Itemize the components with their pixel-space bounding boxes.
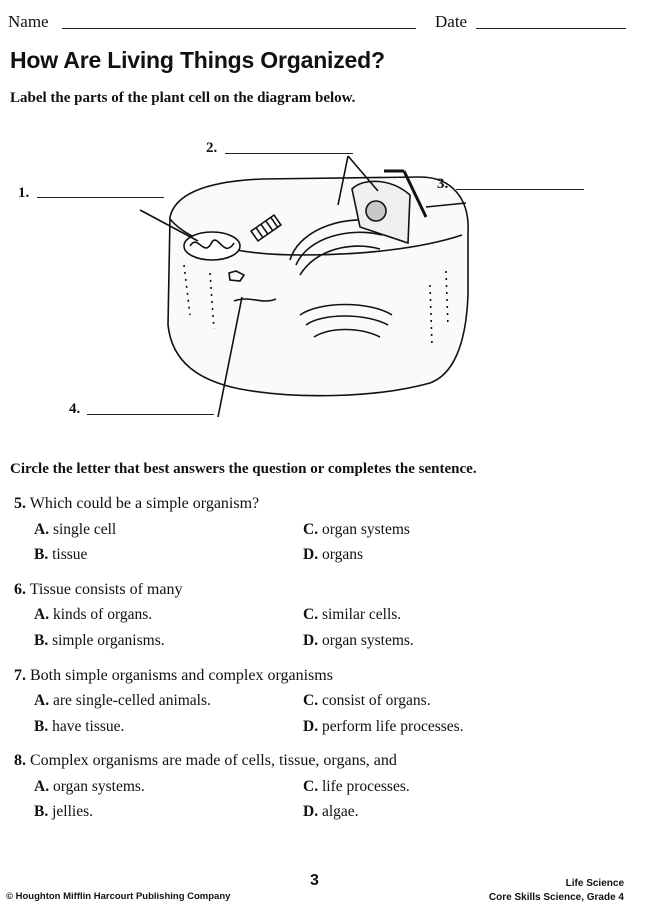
option-6d[interactable]: D. organ systems.: [303, 632, 414, 649]
question-number: 7.: [14, 667, 26, 684]
option-5c[interactable]: C. organ systems: [303, 521, 410, 538]
option-8b[interactable]: B. jellies.: [34, 803, 93, 820]
diagram-label-4: 4.: [69, 401, 81, 417]
answer-line-2[interactable]: [225, 153, 353, 154]
copyright-text: © Houghton Mifflin Harcourt Publishing Company: [6, 891, 231, 902]
question-8: [14, 752, 397, 770]
name-field[interactable]: [62, 28, 416, 29]
plant-cell-diagram: [0, 115, 650, 445]
diagram-label-2: 2.: [206, 140, 218, 156]
question-text: Complex organisms are made of cells, tissue, organs, and: [30, 752, 397, 769]
question-text: Tissue consists of many: [29, 581, 183, 598]
question-6: [14, 581, 182, 599]
answer-line-3[interactable]: [456, 189, 584, 190]
label-instructions: Label the parts of the plant cell on the diagram below.: [10, 90, 356, 106]
option-6a[interactable]: A. kinds of organs.: [34, 606, 153, 623]
name-label: Name: [8, 12, 49, 31]
option-7d[interactable]: D. perform life processes.: [303, 718, 464, 735]
option-5b[interactable]: B. tissue: [34, 546, 88, 563]
question-text: Both simple organisms and complex organisms: [30, 667, 333, 684]
date-label: Date: [435, 12, 468, 31]
page-title: How Are Living Things Organized?: [10, 47, 385, 73]
answer-line-1[interactable]: [37, 197, 164, 198]
question-number: 8.: [14, 752, 26, 769]
question-7: [14, 667, 333, 685]
question-number: 6.: [14, 581, 26, 598]
mc-instructions: Circle the letter that best answers the question or completes the sentence.: [10, 461, 477, 477]
subject-label: Life Science: [565, 878, 624, 889]
answer-line-4[interactable]: [87, 414, 214, 415]
page-number: 3: [310, 872, 319, 889]
option-7b[interactable]: B. have tissue.: [34, 718, 125, 735]
date-field[interactable]: [476, 28, 626, 29]
option-5d[interactable]: D. organs: [303, 546, 363, 563]
question-text: Which could be a simple organism?: [29, 495, 260, 512]
option-8a[interactable]: A. organ systems.: [34, 778, 145, 795]
option-8c[interactable]: C. life processes.: [303, 778, 410, 795]
question-5: [14, 495, 259, 513]
question-number: 5.: [14, 495, 26, 512]
option-7a[interactable]: A. are single-celled animals.: [34, 692, 211, 709]
option-6c[interactable]: C. similar cells.: [303, 606, 402, 623]
diagram-label-1: 1.: [18, 185, 30, 201]
book-label: Core Skills Science, Grade 4: [488, 892, 624, 903]
option-7c[interactable]: C. consist of organs.: [303, 692, 431, 709]
option-5a[interactable]: A. single cell: [34, 521, 117, 538]
diagram-label-3: 3.: [437, 176, 449, 192]
option-6b[interactable]: B. simple organisms.: [34, 632, 165, 649]
option-8d[interactable]: D. algae.: [303, 803, 359, 820]
